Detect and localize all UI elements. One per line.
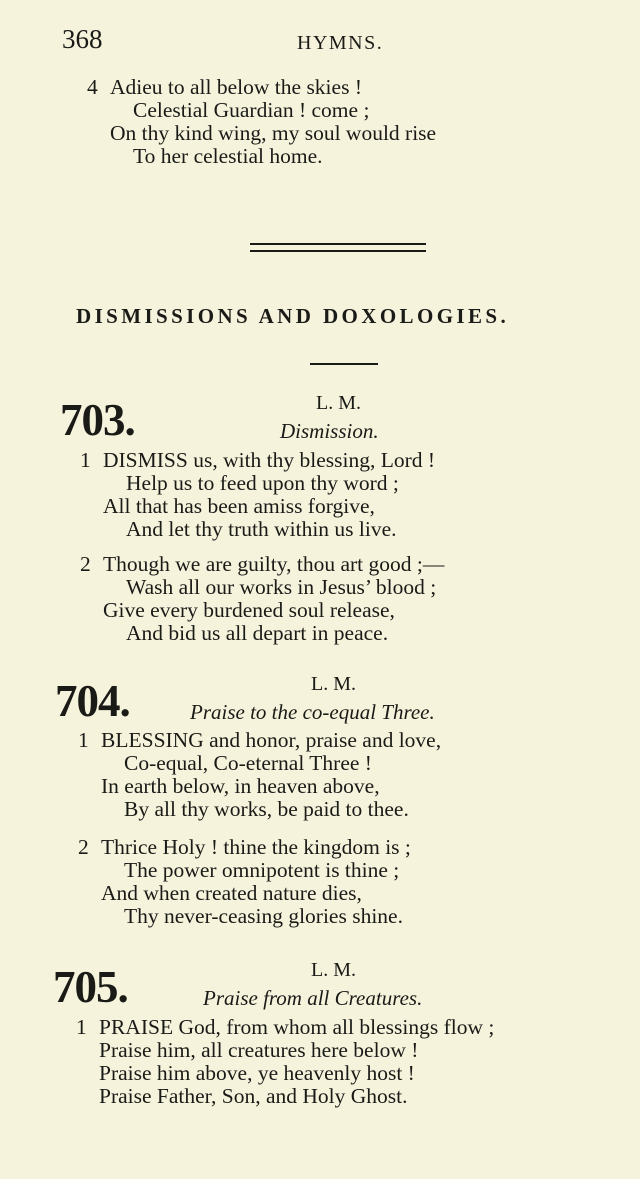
hymn-title: Praise to the co-equal Three. [190,700,435,724]
verse-line: Praise him above, ye heavenly host ! [99,1061,415,1085]
verse-line: By all thy works, be paid to thee. [124,797,409,821]
verse-line: PRAISE God, from whom all blessings flow ; [99,1015,495,1039]
verse-line: Co-equal, Co-eternal Three ! [124,751,372,775]
section-title: DISMISSIONS AND DOXOLOGIES. [76,304,510,328]
verse-number: 4 [87,75,98,99]
hymn-number: 703. [60,395,135,445]
verse-line: To her celestial home. [133,144,323,168]
verse-line: DISMISS us, with thy blessing, Lord ! [103,448,436,472]
verse-line: Praise him, all creatures here below ! [99,1038,419,1062]
verse-line: The power omnipotent is thine ; [124,858,400,882]
verse-line: All that has been amiss forgive, [103,494,375,518]
verse-line: And when created nature dies, [101,881,362,905]
hymn-number: 705. [53,962,128,1012]
verse-line: In earth below, in heaven above, [101,774,380,798]
verse-number: 1 [76,1015,87,1039]
verse-number: 2 [78,835,89,859]
verse-line: Celestial Guardian ! come ; [133,98,370,122]
section-rule [310,363,378,365]
verse-line: Though we are guilty, thou art good ;— [103,552,445,576]
running-head: HYMNS. [297,32,384,54]
verse-number: 1 [80,448,91,472]
hymn-meter: L. M. [316,392,361,414]
hymn-meter: L. M. [311,673,356,695]
hymn-number: 704. [55,676,130,726]
verse-line: Praise Father, Son, and Holy Ghost. [99,1084,408,1108]
verse-line: Thrice Holy ! thine the kingdom is ; [101,835,411,859]
verse-line: Give every burdened soul release, [103,598,395,622]
double-rule-top [250,243,426,245]
verse-line: BLESSING and honor, praise and love, [101,728,442,752]
verse-line: Help us to feed upon thy word ; [126,471,399,495]
verse-number: 2 [80,552,91,576]
hymn-title: Dismission. [280,419,379,443]
verse-line: Wash all our works in Jesus’ blood ; [126,575,437,599]
verse-number: 1 [78,728,89,752]
verse-line: Thy never-ceasing glories shine. [124,904,403,928]
verse-line: On thy kind wing, my soul would rise [110,121,437,145]
verse-line: Adieu to all below the skies ! [110,75,362,99]
hymn-title: Praise from all Creatures. [203,986,423,1010]
verse-line: And bid us all depart in peace. [126,621,389,645]
verse-line: And let thy truth within us live. [126,517,397,541]
double-rule-bottom [250,250,426,252]
page-number: 368 [62,24,103,54]
hymn-meter: L. M. [311,959,356,981]
